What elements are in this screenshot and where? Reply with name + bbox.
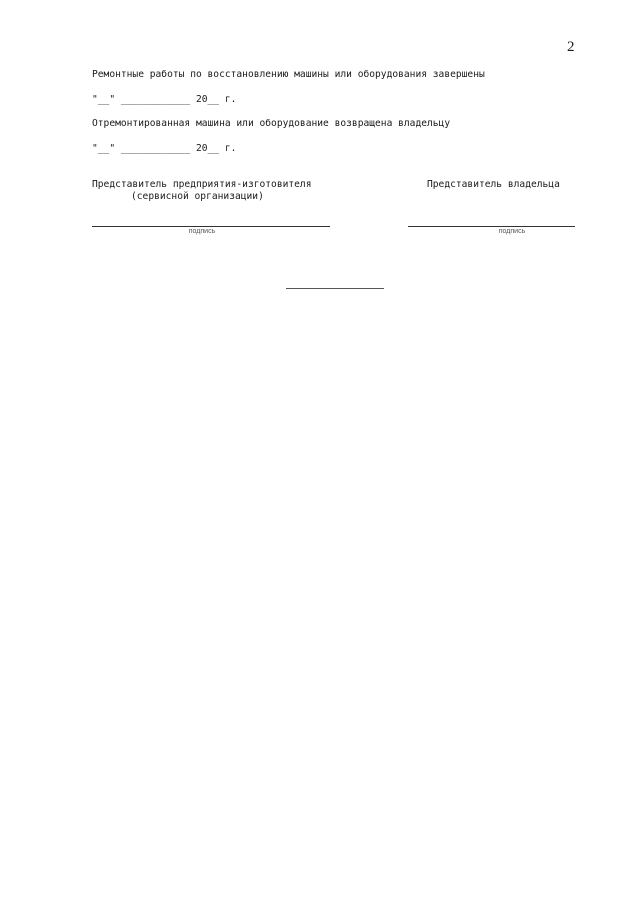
- signature-line-left: [92, 226, 330, 227]
- signature-caption-right: подпись: [498, 228, 526, 235]
- manufacturer-rep-note: (сервисной организации): [131, 191, 264, 202]
- signature-line-right: [408, 226, 575, 227]
- returned-date: "__" ____________ 20__ г.: [92, 143, 237, 154]
- end-separator: [286, 288, 384, 289]
- repair-completed-label: Ремонтные работы по восстановлению машины или оборудования завершены: [92, 69, 485, 80]
- repair-completed-date: "__" ____________ 20__ г.: [92, 94, 237, 105]
- owner-rep-label: Представитель владельца: [427, 179, 560, 190]
- returned-label: Отремонтированная машина или оборудование возвращена владельцу: [92, 118, 451, 129]
- page-number: 2: [567, 39, 575, 55]
- manufacturer-rep-label: Представитель предприятия-изготовителя: [92, 179, 312, 190]
- signature-caption-left: подпись: [188, 228, 216, 235]
